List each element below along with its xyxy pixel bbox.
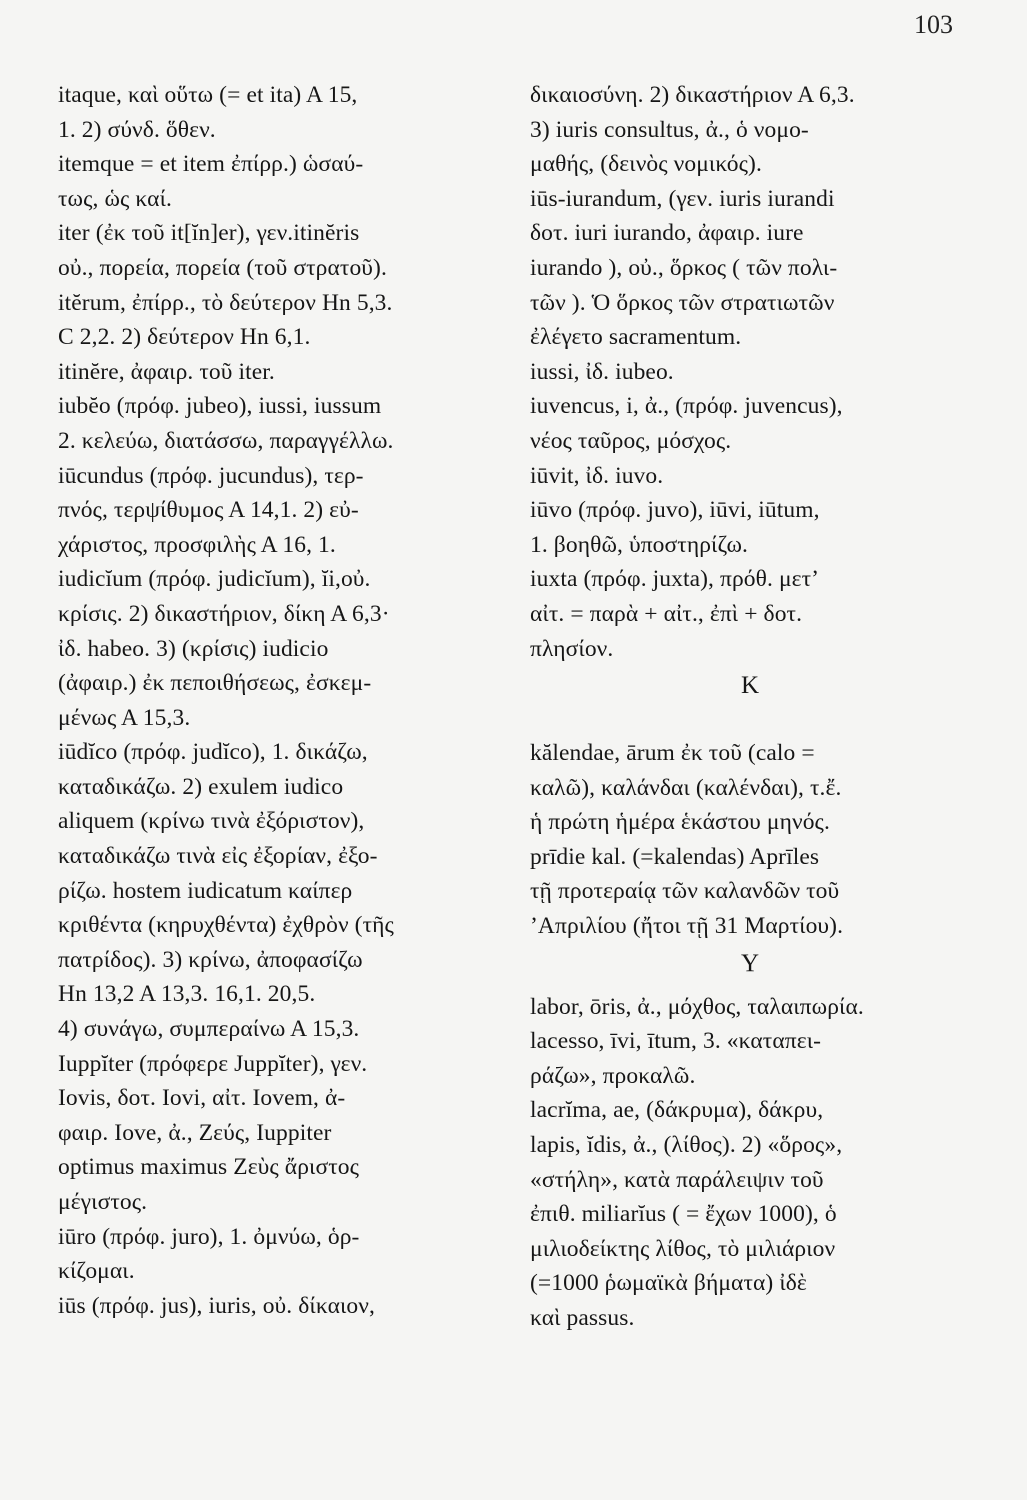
entry-line: μέγιστος. — [58, 1189, 148, 1215]
entry-line: κρίσις. 2) δικαστήριον, δίκη Α 6,3· — [58, 600, 390, 627]
section-heading-k: K — [740, 672, 760, 700]
section-heading-l: Υ — [740, 949, 760, 977]
entry-line: φαιρ. Iove, ἀ., Ζεύς, Iuppiter — [58, 1119, 332, 1146]
entry-line: Hn 13,2 A 13,3. 16,1. 20,5. — [58, 981, 316, 1008]
entry-line: itemque = et item ἐπίρρ.) ὡσαύ- — [58, 151, 364, 178]
entry-line: καταδικάζω τινὰ εἰς ἐξορίαν, ἐξο- — [58, 843, 378, 870]
entry-line: aliquem (κρίνω τινὰ ἐξόριστον), — [58, 808, 365, 835]
entry-line: δικαιοσύνη. 2) δικαστήριον Α 6,3. — [530, 82, 855, 108]
entry-line: 3) iuris consultus, ἀ., ὁ νομο- — [530, 116, 809, 143]
entry-line: χάριστος, προσφιλὴς Α 16, 1. — [58, 531, 336, 558]
entry-line: ’Απριλίου (ἤτοι τῇ 31 Μαρτίου). — [530, 913, 844, 940]
entry-line: κριθέντα (κηρυχθέντα) ἐχθρὸν (τῆς — [58, 912, 394, 939]
entry-line: 2. κελεύω, διατάσσω, παραγγέλλω. — [58, 427, 394, 454]
entry-line: ἐλέγετο sacramentum. — [530, 324, 742, 351]
entry-line: πνός, τερψίθυμος Α 14,1. 2) εὐ- — [58, 497, 359, 524]
entry-line: optimus maximus Ζεὺς ἄριστος — [58, 1154, 360, 1181]
entry-line: iūs-iurandum, (γεν. iuris iurandi — [530, 185, 835, 212]
entry-line: πλησίον. — [530, 635, 614, 662]
entry-line: iussi, ἰδ. iubeo. — [530, 358, 674, 385]
entry-line: μιλιοδείκτης λίθος, τὸ μιλιάριον — [530, 1235, 836, 1262]
entry-line: labor, ōris, ἀ., μόχθος, ταλαιπωρία. — [530, 993, 864, 1020]
entry-line: τῶν ). Ὁ ὅρκος τῶν στρατιωτῶν — [530, 289, 835, 316]
entry-line: Iuppĭter (πρόφερε Juppĭter), γεν. — [58, 1050, 368, 1077]
entry-line: τως, ὡς καί. — [58, 185, 172, 212]
entry-line: δοτ. iuri iurando, ἀφαιρ. iure — [530, 220, 804, 247]
entry-line: iudicĭum (πρόφ. judicĭum), ĭi,οὐ. — [58, 566, 371, 593]
left-column — [58, 78, 508, 1323]
entry-line: οὐ., πορεία, πορεία (τοῦ στρατοῦ). — [58, 254, 387, 281]
entry-line: κίζομαι. — [58, 1258, 135, 1285]
entry-line: καλῶ), καλάνδαι (καλένδαι), τ.ἔ. — [530, 774, 842, 801]
entry-line: itaque, καὶ οὕτω (= et ita) Α 15, — [58, 82, 358, 108]
entry-line: (ἀφαιρ.) ἐκ πεποιθήσεως, ἐσκεμ- — [58, 670, 372, 697]
entry-line: iurando ), οὐ., ὅρκος ( τῶν πολι- — [530, 254, 838, 281]
entry-line: μαθής, (δεινὸς νομικός). — [530, 151, 762, 178]
entry-line: ρίζω. hostem iudicatum καίπερ — [58, 877, 353, 904]
entry-line: τῇ προτεραίᾳ τῶν καλανδῶν τοῦ — [530, 878, 840, 905]
entry-line: πατρίδος). 3) κρίνω, ἀποφασίζω — [58, 946, 363, 973]
entry-line: itĕrum, ἐπίρρ., τὸ δεύτερον Hn 5,3. — [58, 289, 393, 316]
entry-line: ράζω», προκαλῶ. — [530, 1062, 696, 1089]
entry-line: kălendae, ārum ἐκ τοῦ (calo = — [530, 740, 815, 767]
entry-line: (=1000 ῥωμαϊκὰ βήματα) ἰδὲ — [530, 1270, 807, 1297]
entry-line: iuvencus, i, ἀ., (πρόφ. juvencus), — [530, 393, 843, 420]
entry-line: iūvo (πρόφ. juvo), iūvi, iūtum, — [530, 497, 820, 524]
entry-line: μένως Α 15,3. — [58, 704, 191, 731]
entry-line: ἐπιθ. miliarĭus ( = ἔχων 1000), ὁ — [530, 1201, 837, 1228]
entry-line: 1. 2) σύνδ. ὅθεν. — [58, 116, 216, 143]
entry-line: νέος ταῦρος, μόσχος. — [530, 427, 732, 454]
entry-line: αἰτ. = παρὰ + αἰτ., ἐπὶ + δοτ. — [530, 600, 803, 627]
entry-line: καὶ passus. — [530, 1305, 635, 1331]
entry-line: iūdĭco (πρόφ. judĭco), 1. δικάζω, — [58, 739, 368, 766]
page-number: 103 — [914, 10, 953, 39]
entry-line: C 2,2. 2) δεύτερον Hn 6,1. — [58, 324, 311, 351]
entry-line: 1. βοηθῶ, ὑποστηρίζω. — [530, 531, 748, 558]
entry-line: iubĕo (πρόφ. jubeo), iussi, iussum — [58, 393, 382, 420]
entry-line: καταδικάζω. 2) exulem iudico — [58, 773, 344, 800]
entry-line: iūcundus (πρόφ. jucundus), τερ- — [58, 462, 364, 489]
entry-line: lapis, ĭdis, ἀ., (λίθος). 2) «ὅρος», — [530, 1132, 843, 1159]
entry-line: iūvit, ἰδ. iuvo. — [530, 462, 664, 489]
entry-line: prīdie kal. (=kalendas) Aprīles — [530, 843, 820, 870]
right-column — [530, 78, 970, 1336]
entry-line: ἡ πρώτη ἡμέρα ἑκάστου μηνός. — [530, 809, 830, 836]
entry-line: lacesso, īvi, ītum, 3. «καταπει- — [530, 1028, 822, 1055]
entry-line: iūs (πρόφ. jus), iuris, οὐ. δίκαιον, — [58, 1292, 375, 1319]
entry-line: 4) συνάγω, συμπεραίνω Α 15,3. — [58, 1016, 360, 1043]
entry-line: ἰδ. habeo. 3) (κρίσις) iudicio — [58, 635, 329, 662]
entry-line: Iovis, δοτ. Iovi, αἰτ. Iovem, ἀ- — [58, 1085, 346, 1112]
entry-line: «στήλη», κατὰ παράλειψιν τοῦ — [530, 1166, 824, 1193]
entry-line: lacrĭma, ae, (δάκρυμα), δάκρυ, — [530, 1097, 824, 1124]
entry-line: iūro (πρόφ. juro), 1. ὀμνύω, ὁρ- — [58, 1223, 360, 1250]
entry-line: itinĕre, ἀφαιρ. τοῦ iter. — [58, 358, 275, 385]
entry-line: iuxta (πρόφ. juxta), πρόθ. μετ’ — [530, 566, 820, 593]
entry-line: iter (ἐκ τοῦ it[ĭn]er), γεν.itinĕris — [58, 220, 360, 247]
